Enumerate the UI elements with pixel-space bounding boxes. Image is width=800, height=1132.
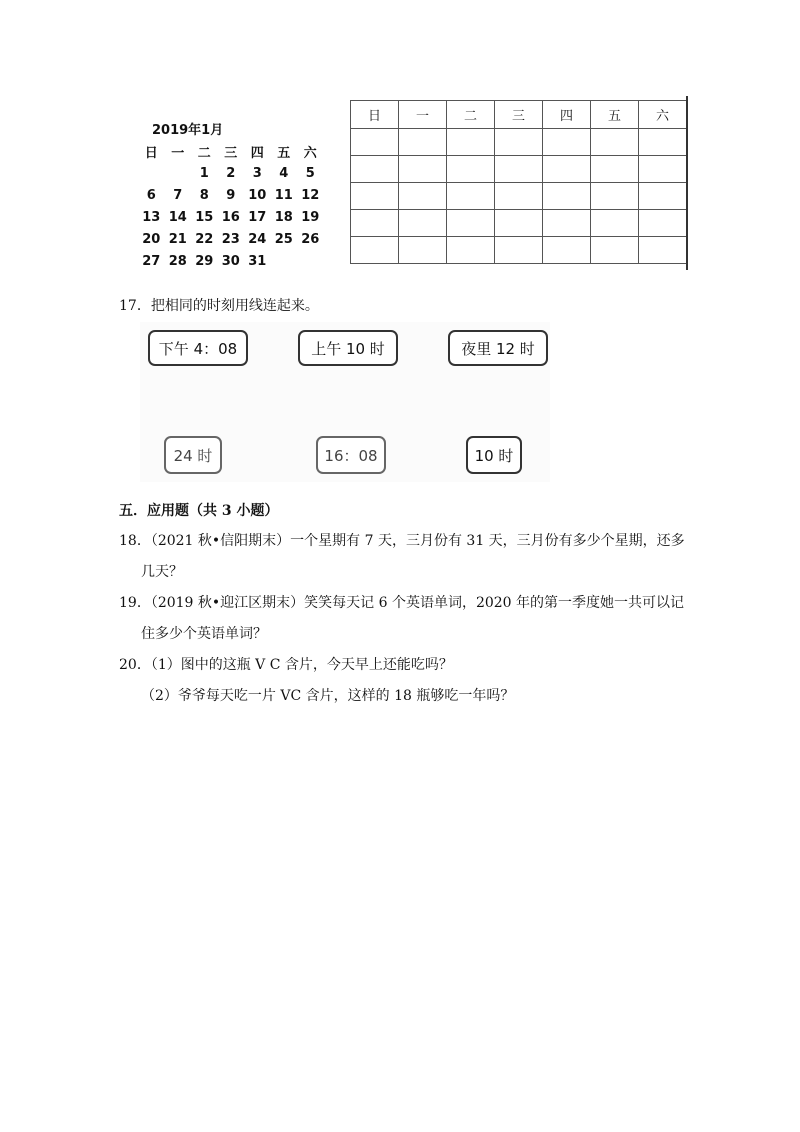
blank-cell[interactable] bbox=[639, 237, 687, 264]
blank-cell[interactable] bbox=[351, 129, 399, 156]
blank-cell[interactable] bbox=[447, 129, 495, 156]
blank-cell[interactable] bbox=[591, 129, 639, 156]
q18-line-1: 18．（2021 秋•信阳期末）一个星期有 7 天，三月份有 31 天，三月份有多少个星期，还多 bbox=[119, 533, 685, 549]
blank-cell[interactable] bbox=[399, 210, 447, 237]
table-header-cell: 一 bbox=[399, 101, 447, 129]
blank-cell[interactable] bbox=[543, 129, 591, 156]
weekday-label: 日 bbox=[144, 145, 158, 161]
blank-cell[interactable] bbox=[495, 156, 543, 183]
table-header-cell: 六 bbox=[639, 101, 687, 129]
time-matching-panel bbox=[140, 322, 550, 482]
weekday-label: 五 bbox=[277, 145, 291, 161]
time-box-top-3[interactable]: 夜里 12 时 bbox=[448, 330, 548, 366]
mini-calendar-week bbox=[138, 206, 356, 228]
day-cell: 25 bbox=[274, 231, 293, 247]
q19-line-1: 19．（2019 秋•迎江区期末）笑笑每天记 6 个英语单词，2020 年的第一季度她一共可以记 bbox=[119, 595, 685, 611]
blank-cell[interactable] bbox=[543, 237, 591, 264]
blank-cell[interactable] bbox=[447, 237, 495, 264]
day-cell: 29 bbox=[195, 253, 214, 269]
blank-cell[interactable] bbox=[591, 237, 639, 264]
blank-cell[interactable] bbox=[351, 183, 399, 210]
day-cell: 28 bbox=[168, 253, 187, 269]
blank-cell[interactable] bbox=[495, 237, 543, 264]
blank-cell[interactable] bbox=[591, 156, 639, 183]
mini-calendar-week bbox=[138, 250, 356, 272]
blank-cell[interactable] bbox=[591, 183, 639, 210]
mini-calendar-week bbox=[138, 162, 356, 184]
blank-cell[interactable] bbox=[351, 237, 399, 264]
blank-cell[interactable] bbox=[495, 183, 543, 210]
blank-cell[interactable] bbox=[447, 156, 495, 183]
day-cell: 21 bbox=[168, 231, 187, 247]
q20-line-2: （2）爷爷每天吃一片 VC 含片，这样的 18 瓶够吃一年吗？ bbox=[141, 688, 515, 704]
day-cell: 19 bbox=[301, 209, 320, 225]
day-cell: 2 bbox=[226, 165, 236, 181]
mini-calendar-weekday-row bbox=[138, 140, 356, 162]
day-cell: 1 bbox=[199, 165, 209, 181]
time-box-top-1[interactable]: 下午 4：08 bbox=[148, 330, 248, 366]
table-header-cell: 三 bbox=[495, 101, 543, 129]
table-row bbox=[351, 129, 687, 156]
blank-cell[interactable] bbox=[399, 156, 447, 183]
day-cell: 6 bbox=[146, 187, 156, 203]
table-header-cell: 日 bbox=[351, 101, 399, 129]
table-header-cell: 四 bbox=[543, 101, 591, 129]
blank-cell[interactable] bbox=[639, 156, 687, 183]
day-cell: 17 bbox=[248, 209, 267, 225]
time-box-top-2[interactable]: 上午 10 时 bbox=[298, 330, 398, 366]
q17-text: 17．把相同的时刻用线连起来。 bbox=[119, 298, 319, 314]
day-cell: 24 bbox=[248, 231, 267, 247]
blank-cell[interactable] bbox=[399, 237, 447, 264]
day-cell: 8 bbox=[199, 187, 209, 203]
blank-cell[interactable] bbox=[495, 210, 543, 237]
table-header-row bbox=[351, 101, 687, 129]
weekday-label: 四 bbox=[250, 145, 264, 161]
day-cell: 18 bbox=[274, 209, 293, 225]
day-cell: 10 bbox=[248, 187, 267, 203]
day-cell: 22 bbox=[195, 231, 214, 247]
blank-calendar-table bbox=[350, 100, 687, 264]
weekday-label: 三 bbox=[224, 145, 238, 161]
q18-line-2: 几天？ bbox=[141, 564, 183, 580]
time-box-bottom-2[interactable]: 16：08 bbox=[316, 436, 386, 474]
day-cell: 12 bbox=[301, 187, 320, 203]
weekday-label: 一 bbox=[171, 145, 185, 161]
table-row bbox=[351, 156, 687, 183]
blank-cell[interactable] bbox=[543, 183, 591, 210]
blank-cell[interactable] bbox=[543, 210, 591, 237]
table-row bbox=[351, 210, 687, 237]
blank-cell[interactable] bbox=[495, 129, 543, 156]
weekday-label: 二 bbox=[197, 145, 211, 161]
table-header-cell: 二 bbox=[447, 101, 495, 129]
mini-calendar-title: 2019年1月 bbox=[152, 123, 224, 138]
day-cell: 13 bbox=[142, 209, 161, 225]
day-cell: 16 bbox=[221, 209, 240, 225]
blank-cell[interactable] bbox=[399, 183, 447, 210]
day-cell: 14 bbox=[168, 209, 187, 225]
day-cell: 27 bbox=[142, 253, 161, 269]
weekday-label: 六 bbox=[303, 145, 317, 161]
day-cell: 26 bbox=[301, 231, 320, 247]
day-cell: 31 bbox=[248, 253, 267, 269]
day-cell: 3 bbox=[252, 165, 262, 181]
day-cell: 7 bbox=[173, 187, 183, 203]
blank-cell[interactable] bbox=[399, 129, 447, 156]
q20-line-1: 20．（1）图中的这瓶 V C 含片，今天早上还能吃吗？ bbox=[119, 657, 453, 673]
section-title: 五．应用题（共 3 小题） bbox=[119, 503, 279, 519]
day-cell: 23 bbox=[221, 231, 240, 247]
day-cell: 5 bbox=[305, 165, 315, 181]
mini-calendar-week bbox=[138, 228, 356, 250]
mini-calendar-week bbox=[138, 184, 356, 206]
day-cell: 4 bbox=[279, 165, 289, 181]
day-cell: 30 bbox=[221, 253, 240, 269]
table-row bbox=[351, 237, 687, 264]
day-cell: 9 bbox=[226, 187, 236, 203]
day-cell: 20 bbox=[142, 231, 161, 247]
blank-cell[interactable] bbox=[591, 210, 639, 237]
blank-cell[interactable] bbox=[639, 210, 687, 237]
blank-cell[interactable] bbox=[639, 183, 687, 210]
day-cell: 15 bbox=[195, 209, 214, 225]
q19-line-2: 住多少个英语单词？ bbox=[141, 626, 267, 642]
table-header-cell: 五 bbox=[591, 101, 639, 129]
blank-cell[interactable] bbox=[639, 129, 687, 156]
table-row bbox=[351, 183, 687, 210]
blank-cell[interactable] bbox=[351, 210, 399, 237]
blank-cell[interactable] bbox=[351, 156, 399, 183]
day-cell: 11 bbox=[274, 187, 293, 203]
blank-cell[interactable] bbox=[543, 156, 591, 183]
blank-cell[interactable] bbox=[447, 183, 495, 210]
time-box-bottom-1[interactable]: 24 时 bbox=[164, 436, 222, 474]
table-right-border bbox=[686, 96, 688, 270]
time-box-bottom-3[interactable]: 10 时 bbox=[466, 436, 522, 474]
mini-calendar bbox=[138, 140, 356, 272]
blank-cell[interactable] bbox=[447, 210, 495, 237]
